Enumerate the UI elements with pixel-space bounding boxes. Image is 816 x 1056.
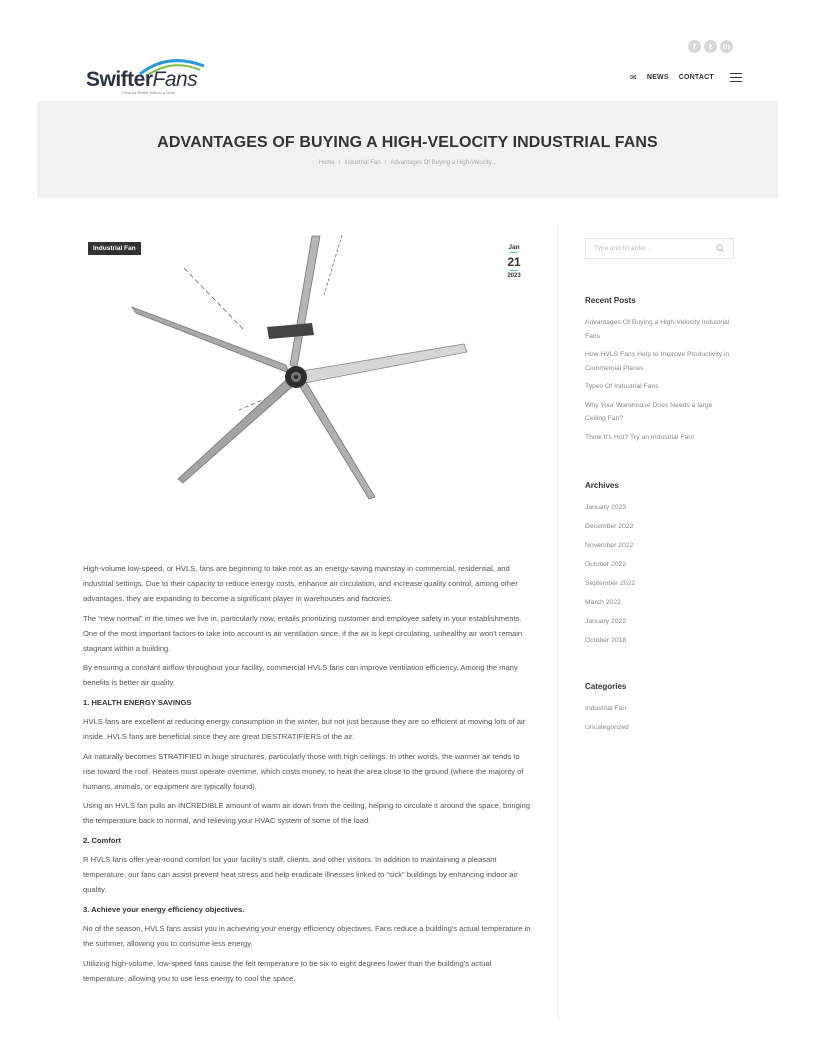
- paragraph: HVLS fans are excellent at reducing energy consumption in the winter, but not just because they are so efficient at moving lots of air inside. HVLS fans are beneficial since they are great DESTRATIFIERS of the air.: [83, 717, 526, 741]
- paragraph: R HVLS fans offer year-round comfort for your facility's staff, clients, and other visitors. In addition to maintaining a pleasant temperature, our fans can assist prevent heat stress and help eradicate illnesses linked to “sick” buildings by enhancing indoor air quality.: [83, 855, 518, 894]
- archive-link[interactable]: March 2022: [585, 599, 621, 606]
- paragraph: No of the season, HVLS fans assist you in achieving your energy efficiency objectives. Fans reduce a building's actual temperature in the summer, allowing you to consume less energy.: [83, 924, 531, 948]
- recent-post-link[interactable]: Advantages Of Buying a High-Velocity Industrial Fans: [585, 319, 730, 340]
- page-title-banner: [37, 101, 778, 198]
- section-heading: 1. HEALTH ENERGY SAVINGS: [83, 697, 192, 707]
- category-link[interactable]: Uncategorized: [585, 724, 629, 731]
- hamburger-menu-icon[interactable]: [730, 73, 742, 82]
- page-title: ADVANTAGES OF BUYING A HIGH-VELOCITY INDUSTRIAL FANS: [157, 134, 658, 151]
- facebook-icon[interactable]: f: [688, 40, 701, 53]
- breadcrumb-category[interactable]: Industrial Fan: [344, 160, 381, 166]
- paragraph: Utilizing high-volume, low-speed fans cause the felt temperature to be six to eight degrees lower than the building's actual temperature, allowing you to use less energy to cool the space.: [83, 958, 492, 983]
- archive-link[interactable]: October 2022: [585, 561, 627, 568]
- nav-contact[interactable]: CONTACT: [678, 74, 714, 81]
- search-icon[interactable]: [716, 244, 725, 253]
- archives-title: Archives: [585, 481, 619, 490]
- section-heading: 3. Achieve your energy efficiency objectives.: [83, 904, 245, 914]
- social-links: [688, 40, 733, 53]
- section-heading: 2. Comfort: [83, 835, 121, 845]
- categories-title: Categories: [585, 682, 627, 691]
- archives-list: [585, 503, 735, 655]
- sidebar-divider: [557, 225, 558, 1020]
- archive-link[interactable]: October 2018: [585, 637, 627, 644]
- archive-link[interactable]: January 2022: [585, 618, 627, 625]
- post-content: [83, 561, 533, 990]
- archive-link[interactable]: September 2022: [585, 580, 636, 587]
- logo-wordmark: SwifterFans: [86, 68, 198, 91]
- post-date-day: 21: [503, 255, 525, 269]
- linkedin-icon[interactable]: in: [720, 40, 733, 53]
- search-input[interactable]: [594, 245, 704, 252]
- paragraph: The “new normal” in the times we live in, particularly now, entails prioritizing customer and employee safety in your establishments. One of the most important factors to take into account is air ventilation since, if the air is kept circulating, unhealthy air won't remain stagnant within a building.: [83, 613, 523, 653]
- archive-link[interactable]: January 2023: [585, 504, 627, 511]
- sidebar-search: [585, 238, 734, 259]
- paragraph: Air naturally becomes STRATIFIED in huge structures, particularly those with high ceilings. In other words, the warmer air tends to rise toward the roof. Heaters must operate overtime, which costs money, to heat the area close to the ground (where the majority of humans, animals, or equipment are typically found).: [83, 751, 524, 791]
- breadcrumb: Home / Industrial Fan / Advantages Of Buying a High-Velocity...: [318, 160, 497, 166]
- recent-post-link[interactable]: Why Your Warehouse Does Needs a large Ceiling Fan?: [585, 401, 713, 422]
- post-date: [503, 244, 525, 279]
- recent-post-link[interactable]: Think It's Hot? Try an Industrial Fan!: [585, 433, 694, 441]
- recent-posts-title: Recent Posts: [585, 296, 636, 305]
- recent-posts-list: [585, 316, 735, 449]
- post-date-month: Jan: [508, 244, 520, 251]
- paragraph: High-volume low-speed, or HVLS, fans are beginning to take root as an energy-saving mainstay in commercial, residential, and industrial settings. Due to their capacity to reduce energy costs, enhance air circulation, and increase quality control, among other advantages, they are expanding to become a significant player in warehouses and factories.: [83, 564, 518, 603]
- recent-post-link[interactable]: How HVLS Fans Help to Improve Productivity in Commercial Places: [585, 351, 730, 372]
- archive-link[interactable]: December 2022: [585, 523, 634, 530]
- twitter-icon[interactable]: t: [704, 40, 717, 53]
- post-date-year: 2023: [507, 273, 521, 279]
- paragraph: By ensuring a constant airflow throughout your facility, commercial HVLS fans can improve ventilation efficiency. Among the many benefits is better air quality.: [83, 663, 518, 687]
- mail-icon[interactable]: ✉: [630, 73, 637, 82]
- post-category-badge[interactable]: Industrial Fan: [88, 242, 141, 255]
- featured-image-industrial-fan: [84, 235, 534, 520]
- categories-list: [585, 704, 735, 742]
- main-nav: [630, 73, 742, 82]
- category-link[interactable]: Industrial Fan: [585, 705, 627, 712]
- nav-news[interactable]: NEWS: [646, 74, 669, 81]
- breadcrumb-current: Advantages Of Buying a High-Velocity...: [390, 160, 497, 166]
- logo-tagline: Fans for Better Airflow & More: [122, 90, 176, 95]
- site-logo[interactable]: [86, 56, 206, 100]
- recent-post-link[interactable]: Types Of Industrial Fans: [585, 383, 659, 390]
- paragraph: Using an HVLS fan pulls an INCREDIBLE amount of warm air down from the ceiling, helping to circulate it around the space, bringing the temperature back to normal, and relieving your HVAC system of some of the load.: [83, 801, 530, 825]
- archive-link[interactable]: November 2022: [585, 542, 634, 549]
- breadcrumb-home[interactable]: Home: [318, 160, 335, 166]
